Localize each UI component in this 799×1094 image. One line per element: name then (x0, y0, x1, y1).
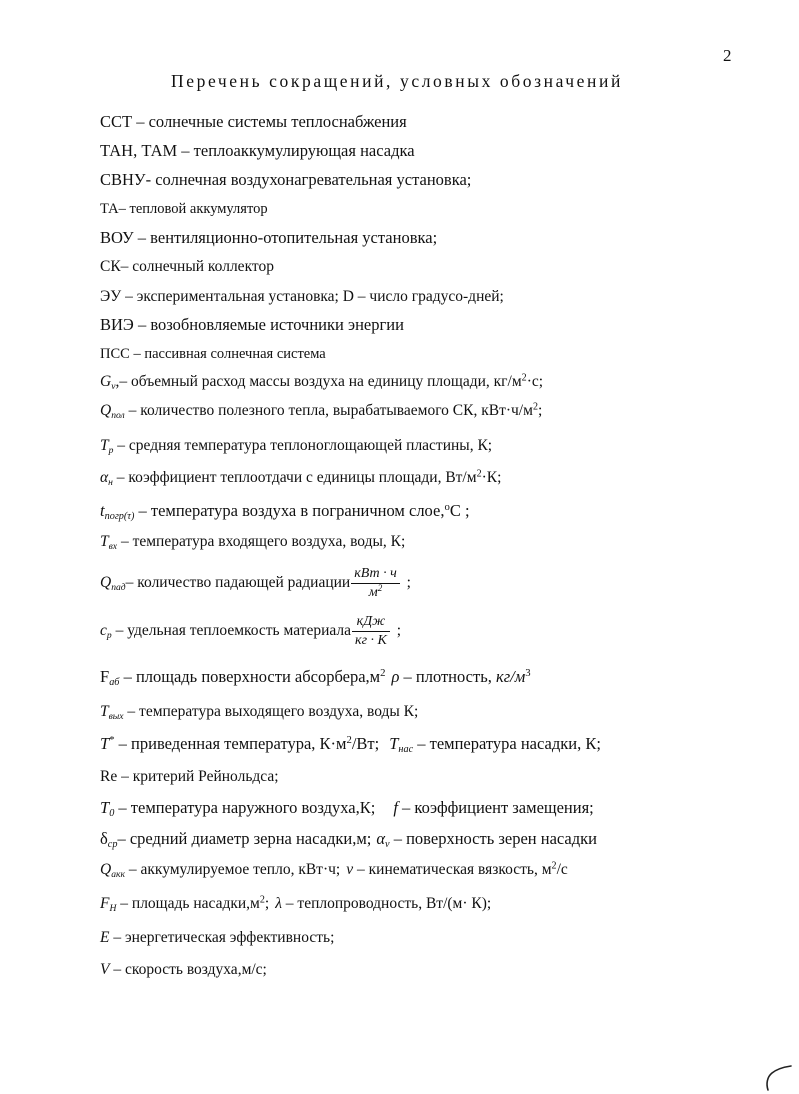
symbol-description-2: – плотность, (399, 667, 496, 686)
symbol-description: – температура выходящего воздуха, воды К; (123, 703, 419, 720)
symbol: F (100, 895, 110, 912)
symbol: Q (100, 861, 112, 878)
symbol-description: – количество падающей радиации (125, 574, 351, 592)
symbol-2: λ (275, 895, 282, 912)
symbol: Q (100, 402, 112, 419)
symbol: G (100, 373, 112, 390)
symbol-fh (100, 895, 491, 914)
symbol-description: ,– объемный расход массы воздуха на единицу площади, кг/м (115, 373, 522, 390)
symbol-tpogr (100, 502, 470, 523)
symbol-v (100, 961, 267, 979)
symbol-tail: ; (392, 622, 402, 640)
symbol-tail: ; (264, 895, 270, 912)
symbol-rho: ρ (391, 667, 400, 686)
abbr-vou (100, 229, 437, 248)
symbol: F (100, 667, 110, 686)
symbol: T (100, 533, 109, 550)
symbol-subscript: 0 (109, 808, 115, 820)
unit: кг/м (495, 667, 526, 686)
abbr-text: СК– солнечный коллектор (100, 258, 274, 275)
denominator-text: м (368, 585, 378, 601)
symbol-tstar (100, 735, 601, 756)
fraction-numerator: кДж (352, 614, 390, 632)
symbol-description: – критерий Рейнольдса; (117, 768, 279, 785)
symbol-description: – площадь насадки,м (116, 895, 260, 912)
abbr-text: ССТ – солнечные системы теплоснабжения (100, 112, 407, 131)
symbol-subscript: пол (111, 409, 125, 421)
symbol-description: – приведенная температура, К·м (114, 734, 347, 753)
abbr-text: ВИЭ – возобновляемые источники энергии (100, 315, 404, 334)
symbol-description: – площадь поверхности абсорбера,м (119, 667, 381, 686)
symbol: T (100, 437, 109, 454)
symbol-cp (100, 614, 401, 649)
symbol-tail: ; (402, 574, 411, 592)
symbol-subscript-2: нас (398, 744, 414, 756)
abbr-ta (100, 201, 268, 218)
symbol-description: – количество полезного тепла, вырабатываемого СК, кВт·ч/м (124, 402, 533, 419)
fraction-denominator (351, 584, 400, 601)
symbol-t0 (100, 799, 594, 820)
abbr-svnu (100, 171, 471, 190)
symbol-description: – скорость воздуха,м/с; (109, 961, 267, 978)
superscript: 2 (380, 667, 386, 680)
symbol-tail: /Вт; (351, 734, 380, 753)
symbol-subscript-2: v (385, 839, 390, 851)
symbol: T (100, 734, 110, 753)
abbr-vie (100, 316, 404, 335)
symbol-description-2: – температура насадки, К; (413, 734, 601, 753)
symbol-subscript: н (108, 476, 113, 488)
symbol-2: ν (346, 861, 354, 878)
symbol-subscript: вх (108, 540, 118, 552)
symbol-description-2: – коэффициент замещения; (397, 798, 594, 817)
symbol-subscript: аб (109, 677, 120, 689)
fraction-numerator: кВт · ч (351, 566, 400, 584)
abbr-pss (100, 346, 326, 363)
symbol-description-2: – поверхность зерен насадки (389, 829, 597, 848)
symbol-subscript: H (109, 902, 117, 914)
superscript: 2 (551, 860, 557, 872)
page-title: Перечень сокращений, условных обозначений (171, 71, 623, 91)
superscript: 2 (377, 583, 383, 594)
symbol-qpol (100, 402, 542, 421)
symbol-description: – температура наружного воздуха,К; (114, 798, 376, 817)
symbol-description: – коэффициент теплоотдачи с единицы площади, Вт/м (112, 469, 477, 486)
corner-mark-icon (762, 1062, 794, 1092)
unit-fraction (351, 566, 400, 601)
symbol-alpha (100, 469, 501, 488)
abbr-text: ТАН, ТАМ – теплоаккумулирующая насадка (100, 141, 415, 160)
superscript: 2 (532, 401, 538, 413)
abbr-text: ЭУ – экспериментальная установка; D – число градусо-дней; (100, 288, 504, 305)
symbol-subscript: p (106, 630, 112, 642)
superscript: 2 (259, 894, 265, 906)
symbol-dcp (100, 830, 597, 851)
abbr-tan (100, 142, 415, 161)
symbol-description: – удельная теплоемкость материала (111, 622, 352, 640)
symbol-qpad (100, 566, 411, 601)
symbol-tail: ·с; (526, 373, 544, 390)
symbol-description: – энергетическая эффективность; (109, 929, 335, 946)
symbol-subscript: акк (111, 868, 125, 880)
symbol: Q (100, 574, 112, 592)
symbol-subscript: погр(τ) (104, 511, 135, 523)
symbol-description: – аккумулируемое тепло, кВт·ч; (124, 861, 341, 878)
symbol: δ (100, 829, 108, 848)
page-number: 2 (723, 46, 732, 65)
symbol-tail: ; (537, 402, 543, 419)
symbol-2: f (393, 798, 398, 817)
symbol-tp (100, 437, 492, 456)
abbr-text: ТА– тепловой аккумулятор (100, 201, 268, 217)
symbol-description: – средний диаметр зерна насадки,м; (117, 829, 372, 848)
symbol-gv (100, 373, 543, 392)
symbol-subscript: ср (107, 839, 118, 851)
abbr-text: ВОУ – вентиляционно-отопительная установка; (100, 228, 438, 247)
symbol-2: T (389, 734, 399, 753)
symbol-description-2: – теплопроводность, Вт/(м· К); (281, 895, 492, 912)
symbol-tvh (100, 533, 405, 552)
abbr-eu (100, 288, 504, 306)
symbol: α (100, 469, 109, 486)
symbol: t (100, 501, 105, 520)
symbol: E (100, 929, 110, 946)
symbol: T (100, 798, 110, 817)
symbol-description: – температура воздуха в пограничном слое, (134, 501, 445, 520)
symbol-description: – средняя температура теплоноглощающей пластины, К; (113, 437, 493, 454)
symbol: c (100, 622, 107, 640)
abbr-sk (100, 258, 274, 276)
abbr-text: СВНУ- солнечная воздухонагревательная установка; (100, 170, 472, 189)
symbol-description: – температура входящего воздуха, воды, К; (117, 533, 406, 550)
superscript: 2 (476, 468, 482, 480)
symbol-re (100, 768, 279, 786)
symbol: Re (100, 768, 118, 785)
abbr-text: ПСС – пассивная солнечная система (100, 346, 326, 362)
superscript: 2 (521, 372, 527, 384)
superscript: 2 (346, 734, 352, 747)
symbol-subscript: пад (111, 582, 126, 594)
unit-fraction (352, 614, 390, 649)
symbol-tvyh (100, 703, 418, 722)
symbol-tail: С ; (449, 501, 470, 520)
symbol-subscript: v (111, 380, 116, 392)
symbol-2: α (376, 829, 386, 848)
symbol: T (100, 703, 109, 720)
symbol-description-2: – кинематическая вязкость, м (353, 861, 552, 878)
symbol-tail: ·К; (481, 469, 502, 486)
fraction-denominator: кг · К (355, 633, 387, 649)
symbol-e (100, 929, 334, 947)
symbol-subscript: p (108, 444, 114, 456)
abbr-sst (100, 113, 407, 132)
symbol-qakk (100, 861, 568, 880)
symbol: V (100, 961, 110, 978)
symbol-tail-2: /с (556, 861, 568, 878)
symbol-fab (100, 668, 531, 689)
superscript: o (444, 501, 450, 514)
symbol-superscript: * (109, 734, 115, 747)
superscript: 3 (525, 667, 531, 680)
symbol-subscript: вых (108, 710, 124, 722)
